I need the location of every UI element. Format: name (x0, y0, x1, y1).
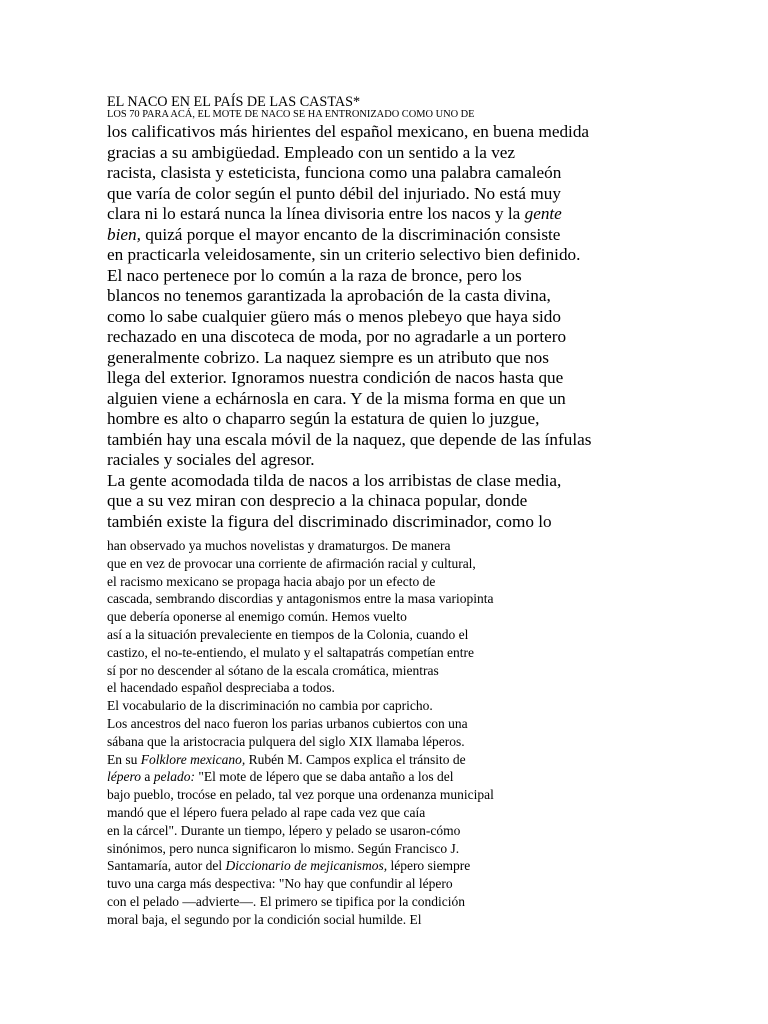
document-title: EL NACO EN EL PAÍS DE LAS CASTAS* (107, 94, 361, 110)
text-line (107, 286, 591, 307)
text-line (107, 266, 591, 287)
text-segment: el hacendado español despreciaba a todos. (107, 680, 335, 696)
text-line (107, 715, 494, 733)
text-line (107, 537, 494, 555)
text-line (107, 512, 591, 533)
text-segment: que a su vez miran con desprecio a la chinaca popular, donde (107, 491, 528, 510)
text-line (107, 573, 494, 591)
text-segment: racista, clasista y esteticista, funciona como una palabra camaleón (107, 163, 562, 182)
text-line (107, 911, 494, 929)
text-segment: han observado ya muchos novelistas y dramaturgos. De manera (107, 538, 451, 553)
text-line (107, 471, 591, 492)
text-segment: sinónimos, pero nunca significaron lo mismo. Según Francisco J. (107, 840, 460, 856)
text-line (107, 875, 494, 893)
italic-text-segment: lépero (107, 769, 141, 785)
text-segment: también hay una escala móvil de la naquez, que depende de las ínfulas (107, 429, 592, 449)
text-line (107, 368, 591, 389)
text-segment: "El mote de lépero que se daba antaño a los del (195, 769, 454, 785)
text-segment: también existe la figura del discriminado discriminador, como lo (107, 511, 552, 531)
text-line (107, 204, 591, 225)
italic-text-segment: gente (524, 204, 562, 223)
text-segment: quizá porque el mayor encanto de la discriminación consiste (140, 224, 561, 244)
text-segment: blancos no tenemos garantizada la aprobación de la casta divina, (107, 286, 551, 305)
text-segment: llega del exterior. Ignoramos nuestra condición de nacos hasta que (107, 368, 564, 387)
text-line (107, 786, 494, 804)
text-segment: sí por no descender al sótano de la escala cromática, mientras (107, 662, 439, 678)
text-line (107, 225, 591, 246)
text-line (107, 389, 591, 410)
text-segment: el racismo mexicano se propaga hacia abajo por un efecto de (107, 573, 436, 589)
text-line (107, 450, 591, 471)
text-line (107, 697, 494, 715)
text-segment: tuvo una carga más despectiva: "No hay que confundir al lépero (107, 876, 453, 892)
text-line (107, 163, 591, 184)
text-segment: en practicarla veleidosamente, sin un criterio selectivo bien definido. (107, 245, 581, 264)
text-segment: rechazado en una discoteca de moda, por no agradarle a un portero (107, 327, 567, 346)
text-line (107, 626, 494, 644)
text-line (107, 122, 591, 143)
text-line (107, 348, 591, 369)
text-segment: gracias a su ambigüedad. Empleado con un sentido a la vez (107, 142, 516, 162)
text-segment: como lo sabe cualquier güero más o menos plebeyo que haya sido (107, 306, 561, 326)
text-segment: moral baja, el segundo por la condición social humilde. El (107, 911, 422, 927)
document-subtitle: LOS 70 PARA ACÁ, EL MOTE DE NACO SE HA ENTRONIZADO COMO UNO DE (107, 109, 475, 120)
text-segment: a (141, 769, 154, 785)
text-line (107, 491, 591, 512)
text-segment: que debería oponerse al enemigo común. Hemos vuelto (107, 609, 407, 625)
italic-text-segment: pelado: (153, 769, 195, 785)
text-line (107, 430, 591, 451)
text-line (107, 679, 494, 697)
text-segment: El vocabulario de la discriminación no cambia por capricho. (107, 698, 433, 714)
text-line (107, 644, 494, 662)
text-line (107, 555, 494, 573)
text-line (107, 608, 494, 626)
text-segment: El naco pertenece por lo común a la raza de bronce, pero los (107, 265, 522, 285)
text-block-large (107, 122, 591, 532)
text-segment: hombre es alto o chaparro según la estatura de quien lo juzgue, (107, 409, 540, 428)
text-segment: que varía de color según el punto débil del injuriado. No está muy (107, 183, 561, 203)
text-line (107, 893, 494, 911)
text-line (107, 804, 494, 822)
text-line (107, 822, 494, 840)
text-segment: que en vez de provocar una corriente de afirmación racial y cultural, (107, 555, 476, 571)
text-segment: Los ancestros del naco fueron los parias urbanos cubiertos con una (107, 715, 468, 731)
text-segment: lépero siempre (387, 858, 471, 874)
text-line (107, 751, 494, 769)
text-segment: clara ni lo estará nunca la línea divisoria entre los nacos y la (107, 204, 525, 223)
text-line (107, 857, 494, 875)
italic-text-segment: Diccionario de mejicanismos, (225, 858, 388, 874)
italic-text-segment: bien, (107, 224, 141, 244)
text-line (107, 590, 494, 608)
text-line (107, 768, 494, 786)
text-line (107, 733, 494, 751)
italic-text-segment: Folklore mexicano, (140, 751, 246, 767)
text-segment: raciales y sociales del agresor. (107, 450, 315, 469)
text-line (107, 409, 591, 430)
text-segment: así a la situación prevaleciente en tiempos de la Colonia, cuando el (107, 626, 469, 642)
text-segment: sábana que la aristocracia pulquera del siglo XIX llamaba léperos. (107, 733, 465, 749)
text-segment: con el pelado —advierte—. El primero se tipifica por la condición (107, 893, 466, 909)
text-segment: La gente acomodada tilda de nacos a los arribistas de clase media, (107, 470, 562, 490)
text-block-small (107, 537, 494, 929)
text-line (107, 143, 591, 164)
text-segment: Santamaría, autor del (107, 858, 226, 874)
text-segment: cascada, sembrando discordias y antagonismos entre la masa variopinta (107, 591, 494, 607)
text-segment: los calificativos más hirientes del español mexicano, en buena medida (107, 122, 590, 141)
text-line (107, 184, 591, 205)
text-segment: Rubén M. Campos explica el tránsito de (245, 751, 466, 767)
text-segment: mandó que el lépero fuera pelado al rape cada vez que caía (107, 804, 426, 820)
text-segment: en la cárcel". Durante un tiempo, lépero y pelado se usaron-cómo (107, 822, 461, 838)
text-segment: alguien viene a echárnosla en cara. Y de la misma forma en que un (107, 388, 566, 408)
text-line (107, 662, 494, 680)
text-segment: En su (107, 751, 141, 767)
text-segment: bajo pueblo, trocóse en pelado, tal vez porque una ordenanza municipal (107, 787, 494, 803)
text-line (107, 245, 591, 266)
text-line (107, 840, 494, 858)
text-segment: generalmente cobrizo. La naquez siempre es un atributo que nos (107, 347, 549, 367)
text-line (107, 327, 591, 348)
text-line (107, 307, 591, 328)
text-segment: castizo, el no-te-entiendo, el mulato y el saltapatrás competían entre (107, 644, 474, 660)
